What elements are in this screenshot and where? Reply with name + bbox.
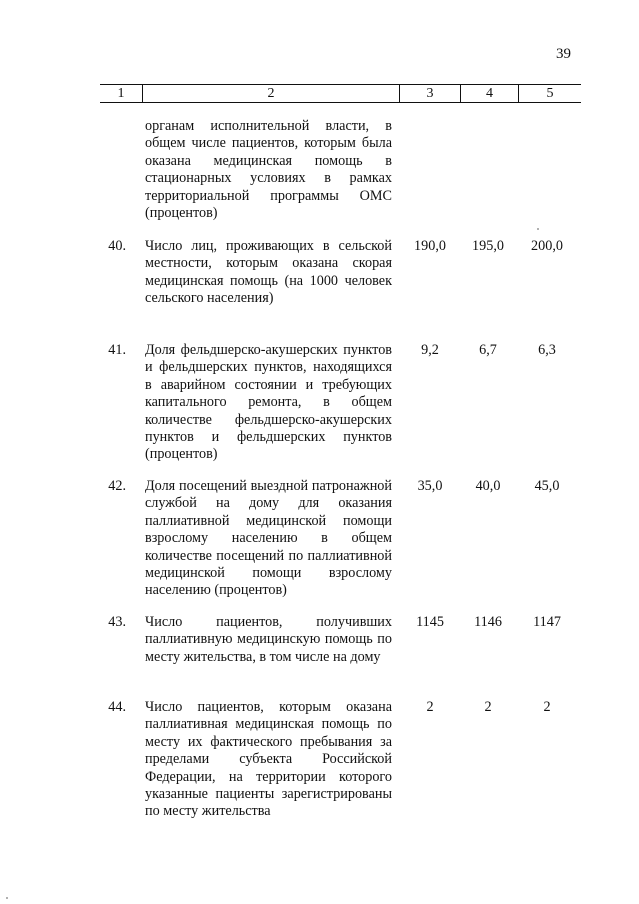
row-number: 43. bbox=[108, 614, 126, 630]
row-value-col4: 40,0 bbox=[475, 478, 501, 494]
row-value-col5: 1147 bbox=[533, 614, 561, 630]
row-number: 40. bbox=[108, 238, 126, 254]
page-number: 39 bbox=[556, 46, 571, 62]
row-number: 42. bbox=[108, 478, 126, 494]
row-description: Доля посещений выездной патронажной службой на дому для оказания паллиативной медицинской помощи взрослому населению в общем количестве посещений по паллиативной медицинской помощи взрослому населению (процентов) bbox=[145, 478, 392, 599]
header-col-3: 3 bbox=[426, 86, 434, 101]
header-col-5: 5 bbox=[546, 86, 554, 101]
row-value-col4: 1146 bbox=[474, 614, 502, 630]
row-number: 44. bbox=[108, 699, 126, 715]
row-value-col3: 190,0 bbox=[414, 238, 446, 254]
row-value-col4: 195,0 bbox=[472, 238, 504, 254]
scan-speck bbox=[6, 897, 8, 899]
row-value-col3: 35,0 bbox=[417, 478, 443, 494]
row-value-col5: 2 bbox=[543, 699, 551, 715]
row-value-col4: 6,7 bbox=[479, 342, 497, 358]
header-col-4: 4 bbox=[486, 86, 493, 101]
row-value-col3: 9,2 bbox=[421, 342, 439, 358]
scan-speck bbox=[537, 228, 539, 230]
row-description: Число пациентов, получивших паллиативную медицинскую помощь по месту жительства, в том числе на дому bbox=[145, 614, 392, 665]
row-value-col5: 6,3 bbox=[538, 342, 556, 358]
row-value-col5: 200,0 bbox=[531, 238, 563, 254]
row-value-col3: 2 bbox=[426, 699, 434, 715]
row-description: Доля фельдшерско-акушерских пунктов и фельдшерских пунктов, находящихся в аварийном состоянии и требующих капитального ремонта, в общем количестве фельдшерско-акушерских пунктов и фельдшерских пунктов (процентов) bbox=[145, 342, 392, 463]
row-description: Число лиц, проживающих в сельской местности, которым оказана скорая медицинская помощь (на 1000 человек сельского населения) bbox=[145, 238, 392, 307]
row-value-col4: 2 bbox=[484, 699, 492, 715]
header-col-2: 2 bbox=[267, 86, 275, 101]
continuation-text: органам исполнительной власти, в общем числе пациентов, которым была оказана медицинская помощь в стационарных условиях в рамках территориальной программы ОМС (процентов) bbox=[145, 118, 392, 222]
row-value-col3: 1145 bbox=[416, 614, 444, 630]
header-col-1: 1 bbox=[117, 86, 125, 101]
row-number: 41. bbox=[108, 342, 126, 358]
row-value-col5: 45,0 bbox=[534, 478, 560, 494]
row-description: Число пациентов, которым оказана паллиативная медицинская помощь по месту их фактического пребывания за пределами субъекта Российской Федерации, на территории которого указанные пациенты зарегистрированы по месту жительства bbox=[145, 699, 392, 820]
table-header bbox=[100, 84, 581, 103]
